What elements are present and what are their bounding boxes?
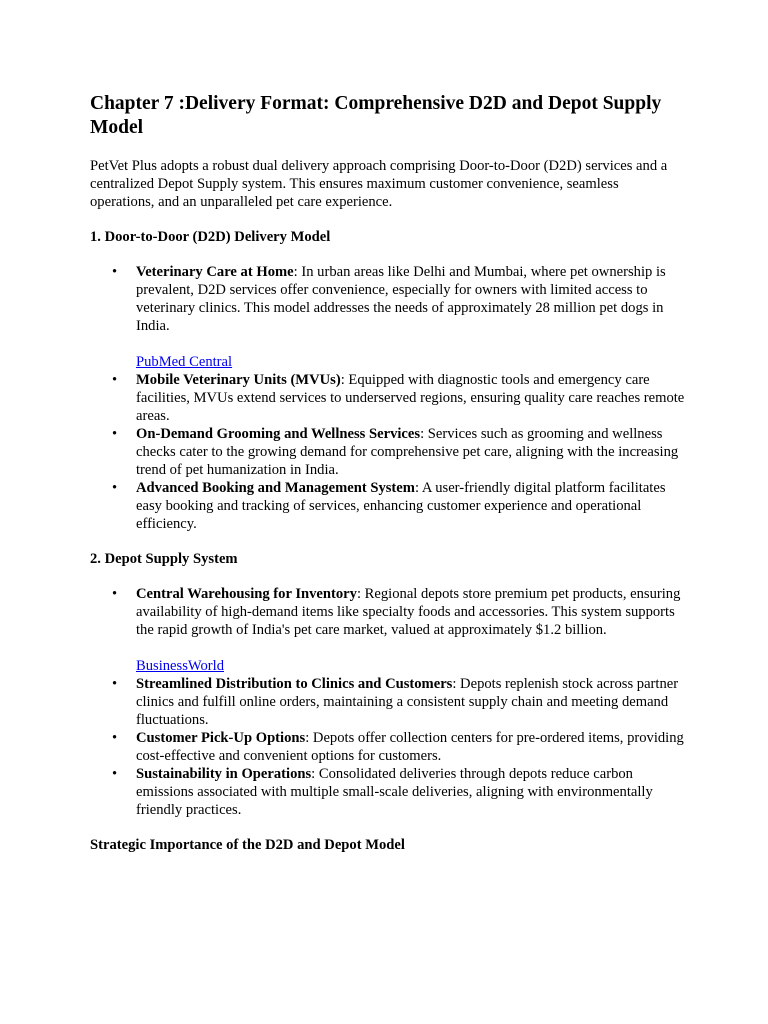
pubmed-central-link[interactable]: PubMed Central: [136, 354, 233, 370]
section-heading-depot: 2. Depot Supply System: [90, 551, 238, 567]
list-item-text: : Equipped with diagnostic tools and emergency care facilities, MVUs extend services to underserved regions, ensuring quality care reaches remote areas.: [136, 372, 685, 424]
d2d-list-part1: [90, 263, 686, 371]
list-item-text: : Depots offer collection centers for pre-ordered items, providing cost-effective and convenient options for customers.: [136, 730, 684, 764]
bullet-icon: •: [112, 426, 118, 442]
list-item: [90, 371, 686, 425]
depot-list-part2: [90, 675, 686, 819]
bullet-icon: •: [112, 264, 118, 280]
section-heading-d2d: 1. Door-to-Door (D2D) Delivery Model: [90, 229, 331, 245]
list-item: [90, 675, 686, 729]
list-item-text: : Consolidated deliveries through depots reduce carbon emissions associated with multiple small-scale deliveries, aligning with environmentally friendly practices.: [136, 766, 653, 818]
depot-list-part1: [90, 585, 686, 675]
list-item-term: On-Demand Grooming and Wellness Services: [136, 426, 421, 442]
list-item-term: Mobile Veterinary Units (MVUs): [136, 372, 341, 388]
list-item-text: : Services such as grooming and wellness checks cater to the growing demand for comprehensive pet care, aligning with the increasing trend of pet humanization in India.: [136, 426, 679, 478]
bullet-icon: •: [112, 372, 118, 388]
document-page: [90, 92, 686, 854]
list-item-term: Veterinary Care at Home: [136, 264, 294, 280]
reference-paragraph: [136, 657, 686, 675]
intro-paragraph: PetVet Plus adopts a robust dual delivery approach comprising Door-to-Door (D2D) services and a centralized Depot Supply system. This ensures maximum customer convenience, seamless operations, and an unparalleled pet care experience.: [90, 158, 668, 210]
chapter-title: Chapter 7 :Delivery Format: Comprehensive D2D and Depot Supply Model: [90, 93, 662, 138]
list-item-text: : Depots replenish stock across partner clinics and fulfill online orders, maintaining a consistent supply chain and meeting demand fluctuations.: [136, 676, 679, 728]
list-item-term: Central Warehousing for Inventory: [136, 586, 357, 602]
bullet-icon: •: [112, 480, 118, 496]
bullet-icon: •: [112, 586, 118, 602]
section-heading-strategic: Strategic Importance of the D2D and Depot Model: [90, 837, 405, 853]
d2d-list-part2: [90, 371, 686, 533]
bullet-icon: •: [112, 730, 118, 746]
list-item-term: Customer Pick-Up Options: [136, 730, 306, 746]
list-item-text: : In urban areas like Delhi and Mumbai, where pet ownership is prevalent, D2D services offer convenience, especially for owners with limited access to veterinary clinics. This model addresses the needs of approximately 28 million pet dogs in India.: [136, 264, 666, 334]
list-item: [90, 479, 686, 533]
reference-paragraph: [136, 353, 686, 371]
list-item: [90, 585, 686, 675]
list-item-term: Advanced Booking and Management System: [136, 480, 415, 496]
list-item-text: : A user-friendly digital platform facilitates easy booking and tracking of services, enhancing customer experience and operational efficiency.: [136, 480, 666, 532]
bullet-icon: •: [112, 766, 118, 782]
list-item: [90, 765, 686, 819]
list-item-text: : Regional depots store premium pet products, ensuring availability of high-demand items like specialty foods and accessories. This system supports the rapid growth of India's pet care market, valued at approximately $1.2 billion.: [136, 586, 681, 638]
businessworld-link[interactable]: BusinessWorld: [136, 658, 225, 674]
bullet-icon: •: [112, 676, 118, 692]
list-item: [90, 729, 686, 765]
list-item: [90, 425, 686, 479]
list-item-term: Streamlined Distribution to Clinics and Customers: [136, 676, 453, 692]
list-item: [90, 263, 686, 371]
list-item-term: Sustainability in Operations: [136, 766, 312, 782]
